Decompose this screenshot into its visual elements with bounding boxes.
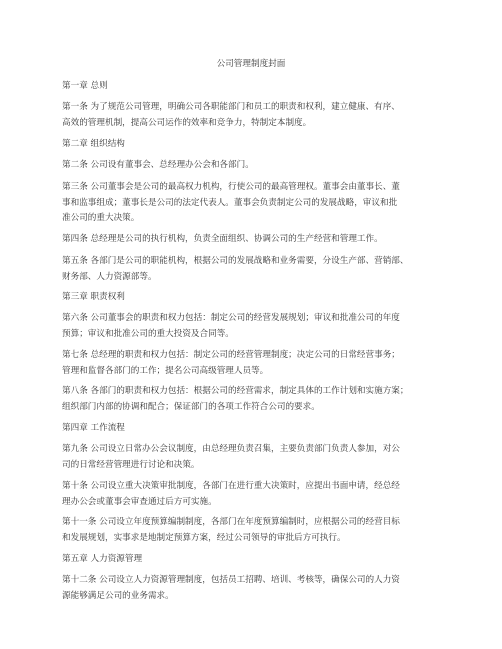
article-paragraph [62,442,442,473]
text-line: 第十二条 公司设立人力资源管理制度，包括员工招聘、培训、考核等，确保公司的人力资 [62,575,400,585]
text-line: 第一条 为了规范公司管理，明确公司各职能部门和员工的职责和权利，建立健康、有序、 [62,102,400,112]
text-line: 第一章 总则 [62,81,108,91]
text-line: 事和监事组成；董事长是公司的法定代表人。董事会负责制定公司的发展战略，审议和批 [62,197,398,208]
chapter-heading [62,552,442,568]
text-line: 第二条 公司设有董事会、总经理办公会和各部门。 [62,160,254,170]
chapter-heading [62,290,442,306]
text-line: 第六条 公司董事会的职责和权力包括：制定公司的经营发展规划；审议和批准公司的年度 [62,313,400,323]
text-line: 第九条 公司设立日常办公会议制度，由总经理负责召集，主要负责部门负责人参加，对公 [62,444,400,454]
text-line: 源能够满足公司的业务需求。 [62,590,174,601]
chapter-heading [62,137,442,153]
article-paragraph [62,254,442,285]
text-line: 第四条 总经理是公司的执行机构，负责全面组织、协调公司的生产经营和管理工作。 [62,234,383,244]
article-paragraph [62,479,442,510]
text-line: 理办公会或董事会审查通过后方可实施。 [62,496,217,507]
text-line: 第十条 公司设立重大决策审批制度，各部门在进行重大决策时，应提出书面申请，经总经 [62,481,400,491]
text-line: 第七条 总经理的职责和权力包括：制定公司的经营管理制度；决定公司的日常经营事务； [62,350,400,360]
text-line: 和发展规划，实事求是地制定预算方案，经过公司领导的审批后方可执行。 [62,532,346,543]
article-paragraph [62,515,442,546]
article-paragraph [62,180,442,227]
text-line: 预算；审议和批准公司的重大投资及合同等。 [62,328,234,339]
text-line: 第二章 组织结构 [62,139,125,149]
text-line: 第五章 人力资源管理 [62,554,143,564]
document-title: 公司管理制度封面 [216,59,286,69]
chapter-heading [62,79,442,95]
text-line: 第三条 公司董事会是公司的最高权力机构，行使公司的最高管理权。董事会由董事长、董 [62,182,400,192]
text-line: 准公司的重大决策。 [62,213,140,224]
text-line: 组织部门内部的协调和配合；保证部门的各项工作符合公司的要求。 [62,401,320,412]
text-line: 第三章 职责权利 [62,292,125,302]
article-paragraph [62,384,442,415]
text-line: 第八条 各部门的职责和权力包括：根据公司的经营需求，制定具体的工作计划和实施方案； [62,386,409,396]
chapter-heading [62,421,442,437]
article-paragraph [62,311,442,342]
article-paragraph [62,232,442,248]
text-line: 高效的管理机制，提高公司运作的效率和竞争力，特制定本制度。 [62,117,312,128]
text-line: 财务部、人力资源部等。 [62,271,157,282]
text-line: 司的日常经营管理进行讨论和决策。 [62,459,200,470]
text-line: 第五条 各部门是公司的职能机构，根据公司的发展战略和业务需要，分设生产部、营销部、 [62,256,409,266]
article-paragraph [62,100,442,131]
article-paragraph [62,348,442,379]
article-paragraph [62,158,442,174]
text-line: 管理和监督各部门的工作；提名公司高级管理人员等。 [62,365,269,376]
article-paragraph [62,573,442,604]
text-line: 第四章 工作流程 [62,423,125,433]
text-line: 第十一条 公司设立年度预算编制制度，各部门在年度预算编制时，应根据公司的经营目标 [62,517,400,527]
